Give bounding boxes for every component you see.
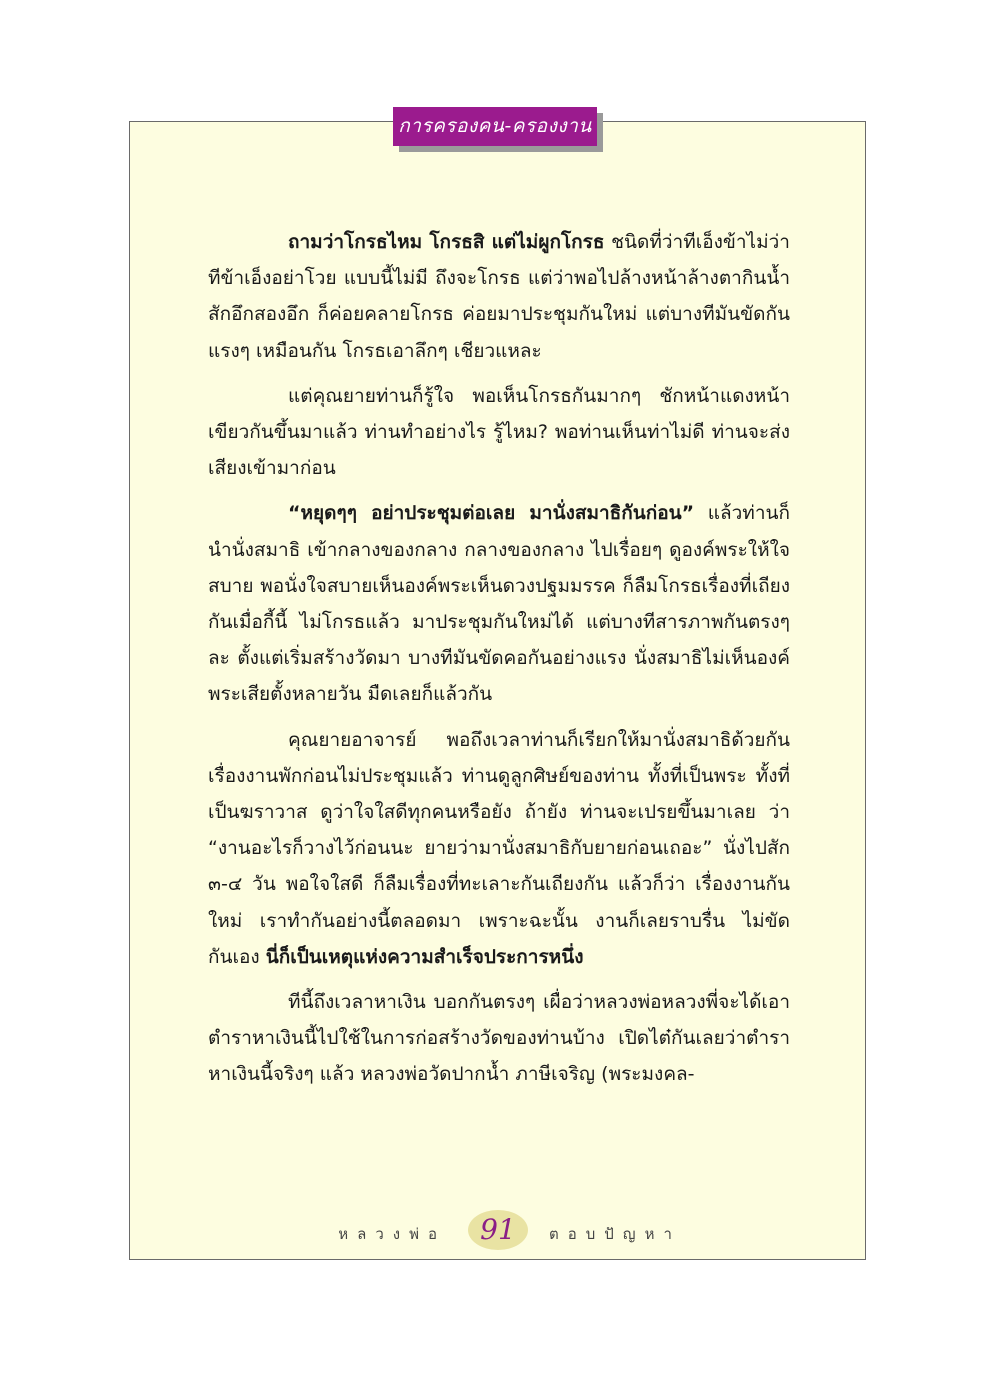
page-number: 91 <box>468 1210 528 1250</box>
paragraph-3-bold-lead: “หยุดๆๆ อย่าประชุมต่อเลย มานั่งสมาธิกันก่อน” <box>288 502 695 525</box>
paragraph-1-text: ชนิดที่ว่าทีเอ็งข้าไม่ว่า ทีข้าเอ็งอย่าโวย แบบนี้ไม่มี ถึงจะโกรธ แต่ว่าพอไปล้างหน้าล้างตากินน้ำสักอึกสองอึก ก็ค่อยคลายโกรธ ค่อยมาประชุมกันใหม่ แต่บางทีมันขัดกันแรงๆ เหมือนกัน โกรธเอาลึกๆ เชียวแหละ <box>208 231 790 362</box>
paragraph-1-bold-lead: ถามว่าโกรธไหม โกรธสิ แต่ไม่ผูกโกรธ <box>288 231 605 253</box>
footer-left-text: หลวงพ่อ <box>338 1225 446 1243</box>
paragraph-2 <box>208 378 790 487</box>
paragraph-3-text: แล้วท่านก็นำนั่งสมาธิ เข้ากลางของกลาง กลางของกลาง ไปเรื่อยๆ ดูองค์พระให้ใจสบาย พอนั่งใจสบายเห็นองค์พระเห็นดวงปฐมมรรค ก็ลืมโกรธเรื่องที่เถียงกันเมื่อกี้นี้ ไม่โกรธแล้ว มาประชุมกันใหม่ได้ แต่บางทีสารภาพกันตรงๆ ละ ตั้งแต่เริ่มสร้างวัดมา บางทีมันขัดคอกันอย่างแรง นั่งสมาธิไม่เห็นองค์พระเสียตั้งหลายวัน มืดเลยก็แล้วกัน <box>208 502 790 706</box>
paragraph-5 <box>208 984 790 1093</box>
paragraph-4-text: คุณยายอาจารย์ พอถึงเวลาท่านก็เรียกให้มานั่งสมาธิด้วยกัน เรื่องงานพักก่อนไม่ประชุมแล้ว ท่านดูลูกศิษย์ของท่าน ทั้งที่เป็นพระ ทั้งที่เป็นฆราวาส ดูว่าใจใสดีทุกคนหรือยัง ถ้ายัง ท่านจะเปรยขึ้นมาเลย ว่า “งานอะไรก็วางไว้ก่อนนะ ยายว่ามานั่งสมาธิกับยายก่อนเถอะ” นั่งไปสัก ๓-๔ วัน พอใจใสดี ก็ลืมเรื่องที่ทะเลาะกันเถียงกัน แล้วก็ว่า เรื่องงานกันใหม่ เราทำกันอย่างนี้ตลอดมา เพราะฉะนั้น งานก็เลยราบรื่น ไม่ขัดกันเอง <box>208 728 790 968</box>
paragraph-2-text: แต่คุณยายท่านก็รู้ใจ พอเห็นโกรธกันมากๆ ชักหน้าแดงหน้าเขียวกันขึ้นมาแล้ว ท่านทำอย่างไร รู้ไหม? พอท่านเห็นท่าไม่ดี ท่านจะส่งเสียงเข้ามาก่อน <box>208 384 790 480</box>
page-footer <box>129 1210 866 1254</box>
chapter-title: การครองคน-ครองงาน <box>393 107 597 146</box>
paragraph-5-text: ทีนี้ถึงเวลาหาเงิน บอกกันตรงๆ เผื่อว่าหลวงพ่อหลวงพี่จะได้เอาตำราหาเงินนี้ไปใช้ในการก่อสร้างวัดของท่านบ้าง เปิดไต๋กันเลยว่าตำราหาเงินนี้จริงๆ แล้ว หลวงพ่อวัดปากน้ำ ภาษีเจริญ (พระมงคล- <box>208 991 790 1086</box>
body-text <box>208 224 790 1102</box>
paragraph-4-bold-tail: นี่ก็เป็นเหตุแห่งความสำเร็จประการหนึ่ง <box>265 945 584 968</box>
paragraph-3 <box>208 495 790 712</box>
paragraph-4 <box>208 722 790 975</box>
paragraph-1 <box>208 224 790 369</box>
footer-right-text: ตอบปัญหา <box>549 1225 681 1243</box>
